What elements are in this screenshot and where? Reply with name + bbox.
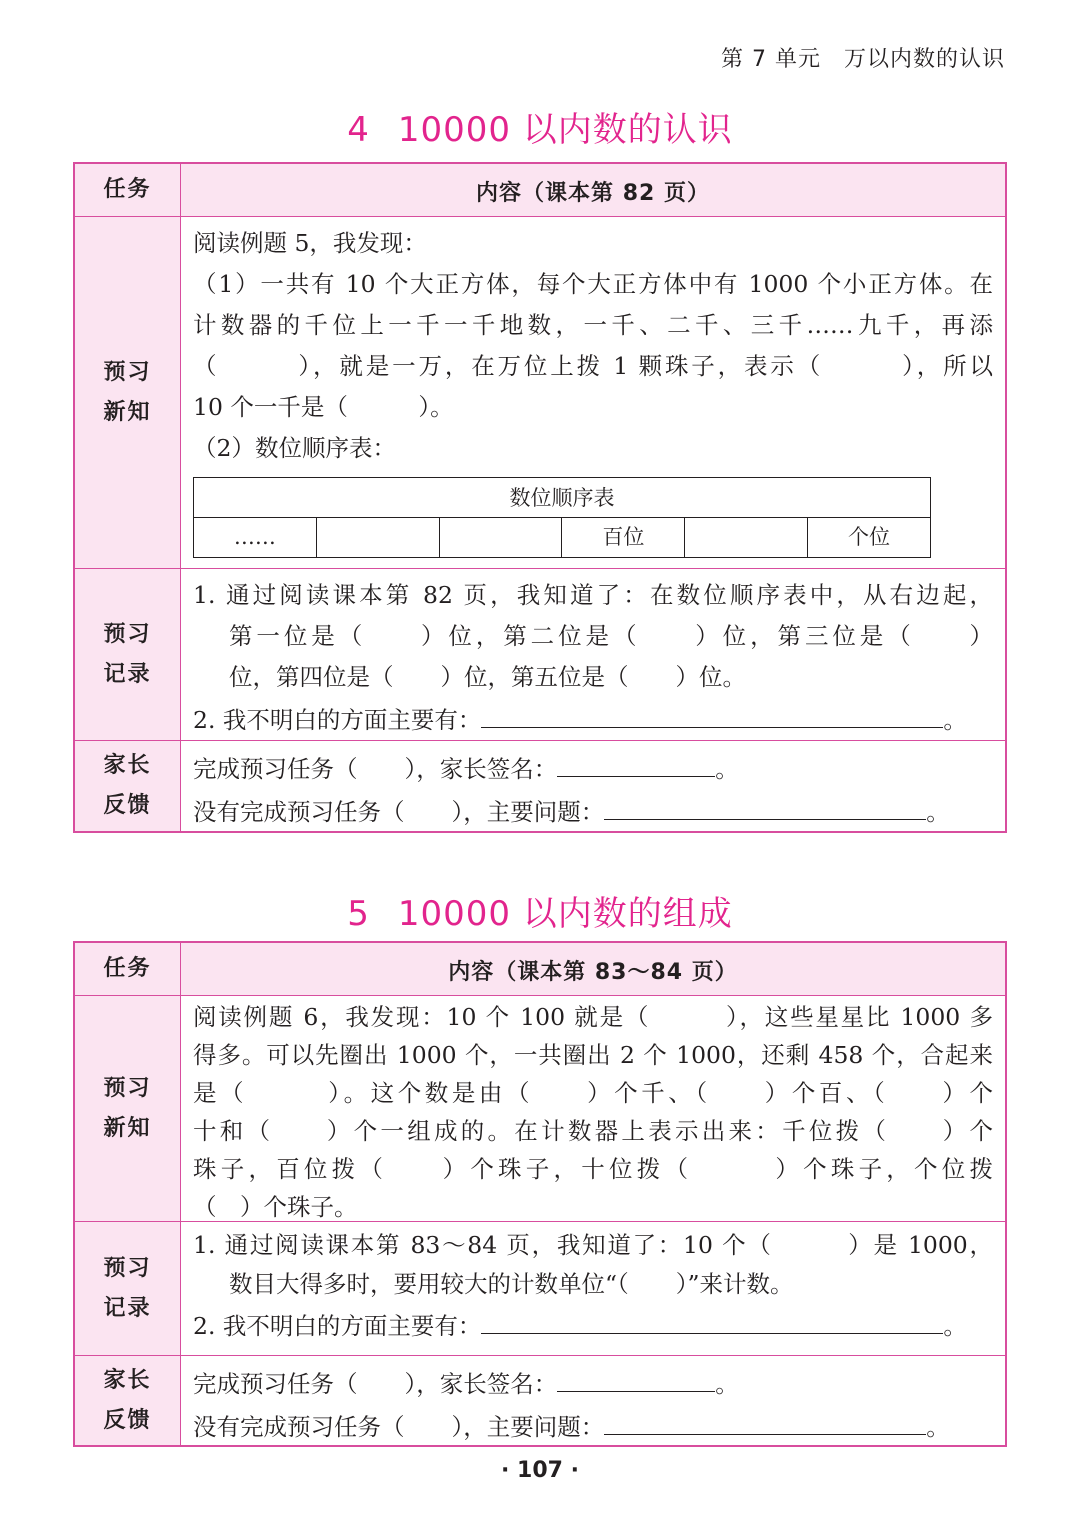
section-title-text: 10000 以内数的认识 [397, 110, 733, 150]
place-value-table [193, 477, 931, 558]
task-header: 任务 [75, 943, 181, 995]
text-line: （1）一共有 10 个大正方体，每个大正方体中有 1000 个小正方体。在 [193, 270, 993, 298]
problem-line[interactable] [604, 1405, 926, 1435]
section-title-text: 10000 以内数的组成 [397, 894, 733, 934]
task-header: 任务 [75, 164, 181, 216]
task-table-2 [73, 941, 1007, 1447]
signature-line[interactable] [557, 1362, 715, 1392]
text-line: 1. 通过阅读课本第 83～84 页，我知道了：10 个（ ）是 1000， [193, 1231, 993, 1259]
page-number: · 107 · [501, 1458, 579, 1483]
place-cell [316, 518, 439, 557]
section-number: 5 [347, 894, 370, 934]
record-label: 预习 记录 [75, 1222, 181, 1355]
text-line: 位，第四位是（ ）位，第五位是（ ）位。 [229, 663, 746, 691]
text-line: （ ），就是一万，在万位上拨 1 颗珠子，表示（ ），所以 [193, 352, 993, 380]
answer-line[interactable] [481, 698, 943, 728]
text-line: 十和（ ）个一组成的。在计数器上表示出来：千位拨（ ）个 [193, 1117, 993, 1145]
text-line: 完成预习任务（ ），家长签名： [193, 1370, 558, 1398]
text-line: 得多。可以先圈出 1000 个，一共圈出 2 个 1000，还剩 458 个，合起来 [193, 1041, 993, 1069]
text-line: （ ）个珠子。 [193, 1193, 358, 1221]
text-line: 2. 我不明白的方面主要有： [193, 1312, 482, 1340]
record-label: 预习 记录 [75, 569, 181, 740]
content-header: 内容（课本第 83～84 页） [448, 959, 738, 985]
text-line: 1. 通过阅读课本第 82 页，我知道了：在数位顺序表中，从右边起， [193, 581, 993, 609]
place-cell: 个位 [807, 518, 930, 557]
preview-label: 预习 新知 [75, 217, 181, 568]
text-line: 第一位是（ ）位，第二位是（ ）位，第三位是（ ） [229, 622, 993, 650]
signature-line[interactable] [557, 747, 715, 777]
unit-header: 第 7 单元 万以内数的认识 [721, 47, 1005, 72]
place-cell [439, 518, 562, 557]
text-line: 2. 我不明白的方面主要有： [193, 706, 482, 734]
feedback-content: 完成预习任务（ ），家长签名： 。 没有完成预习任务（ ），主要问题： 。 [181, 1356, 1005, 1445]
place-table-title: 数位顺序表 [194, 478, 930, 518]
text-line: 完成预习任务（ ），家长签名： [193, 755, 558, 783]
text-line: 10 个一千是（ ）。 [193, 393, 454, 421]
section-number: 4 [347, 110, 370, 150]
section-title-1 [0, 102, 1080, 151]
problem-line[interactable] [604, 790, 926, 820]
record-content: 1. 通过阅读课本第 83～84 页，我知道了：10 个（ ）是 1000， 数目大得多时，要用较大的计数单位“（ ）”来计数。 2. 我不明白的方面主要有： 。 [181, 1222, 1005, 1355]
text-line: （2）数位顺序表： [193, 434, 396, 462]
feedback-label: 家长 反馈 [75, 1356, 181, 1445]
text-line: 阅读例题 5，我发现： [193, 229, 427, 257]
section-title-2 [0, 886, 1080, 935]
place-cell: …… [233, 525, 276, 549]
feedback-label: 家长 反馈 [75, 741, 181, 831]
text-line: 没有完成预习任务（ ），主要问题： [193, 798, 605, 826]
text-line: 没有完成预习任务（ ），主要问题： [193, 1413, 605, 1441]
task-table-1 [73, 162, 1007, 833]
text-line: 计数器的千位上一千一千地数，一千、二千、三千……九千，再添 [193, 311, 993, 339]
content-header: 内容（课本第 82 页） [476, 180, 710, 206]
feedback-content: 完成预习任务（ ），家长签名： 。 没有完成预习任务（ ），主要问题： 。 [181, 741, 1005, 831]
record-content: 1. 通过阅读课本第 82 页，我知道了：在数位顺序表中，从右边起， 第一位是（ ）位，第二位是（ ）位，第三位是（ ） 位，第四位是（ ）位，第五位是（ ）位。 2. 我不明白的方面主要有： 。 [181, 569, 1005, 740]
text-line: 数目大得多时，要用较大的计数单位“（ ）”来计数。 [229, 1270, 794, 1298]
place-cell [684, 518, 807, 557]
preview-label: 预习 新知 [75, 996, 181, 1221]
text-line: 阅读例题 6，我发现：10 个 100 就是（ ），这些星星比 1000 多 [193, 1003, 993, 1031]
preview-content [181, 217, 1005, 568]
answer-line[interactable] [481, 1304, 943, 1334]
text-line: 是（ ）。这个数是由（ ）个千、（ ）个百、（ ）个 [193, 1079, 993, 1107]
text-line: 珠子，百位拨（ ）个珠子，十位拨（ ）个珠子，个位拨 [193, 1155, 993, 1183]
preview-content [181, 996, 1005, 1221]
place-cell: 百位 [561, 518, 684, 557]
